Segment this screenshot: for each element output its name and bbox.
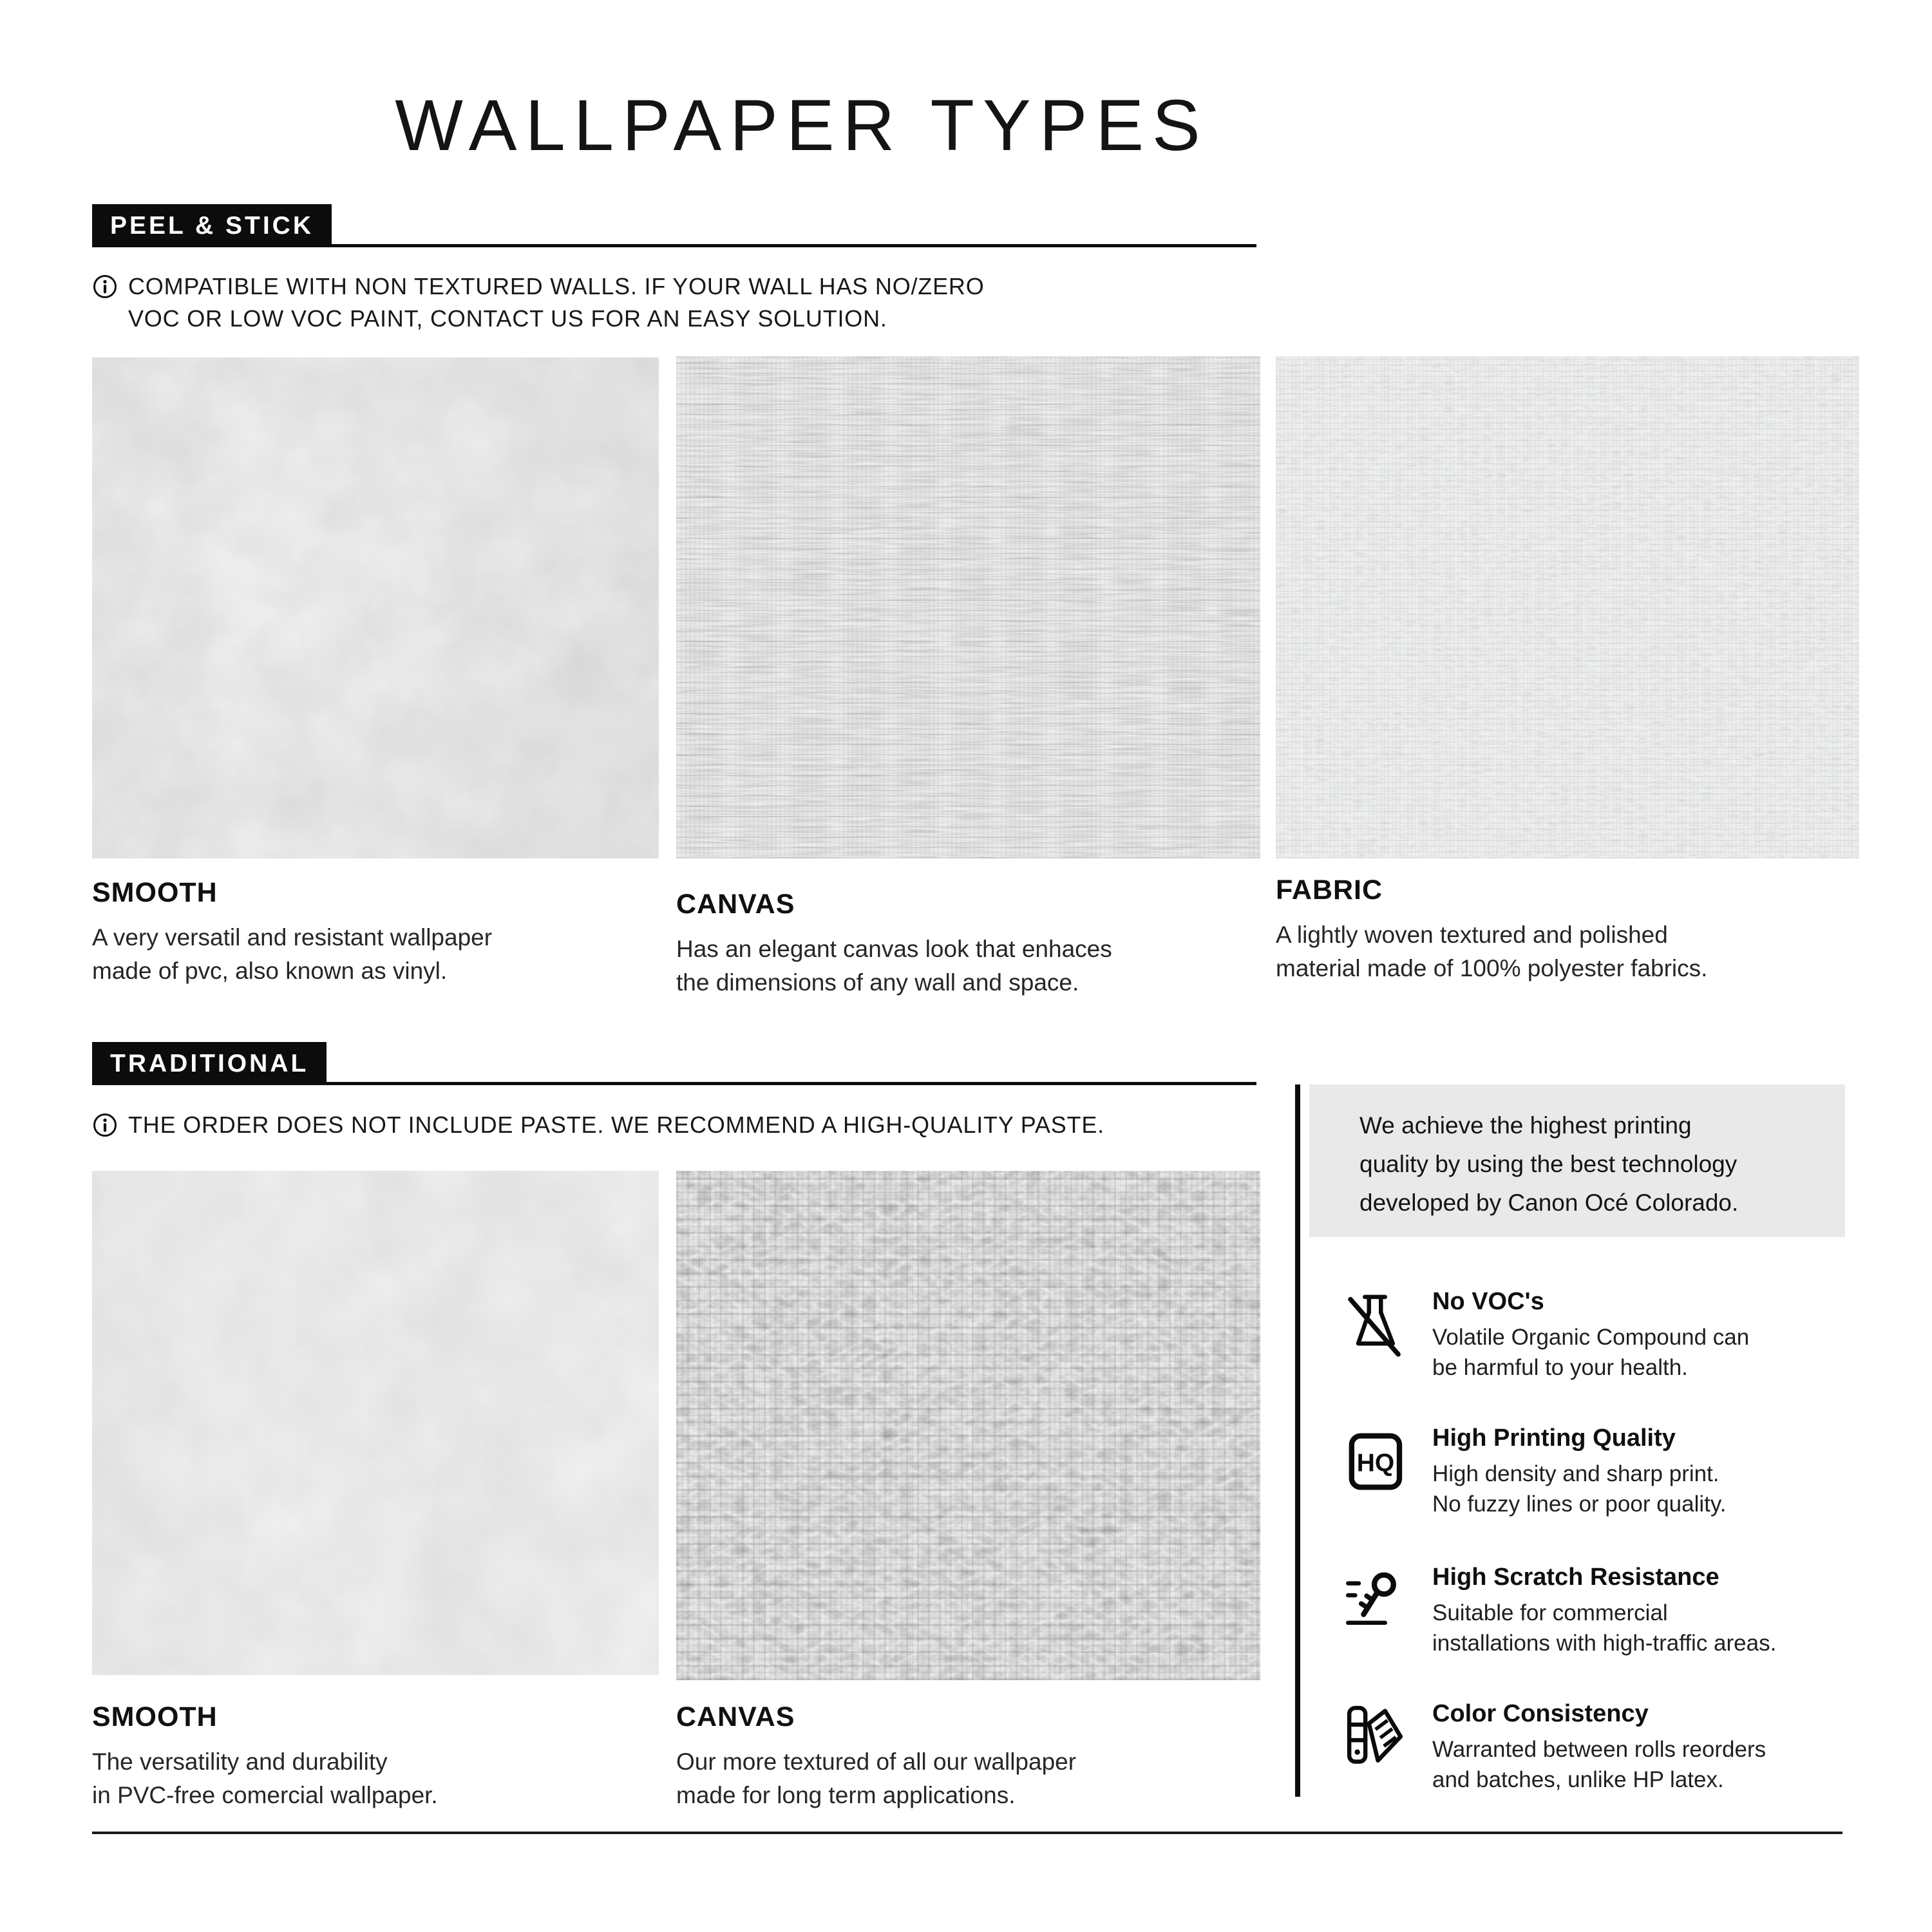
- footer-rule: [92, 1832, 1842, 1834]
- feature-text: [1432, 1564, 1776, 1658]
- desc-line: be harmful to your health.: [1432, 1355, 1688, 1380]
- desc-line: Has an elegant canvas look that enhaces: [676, 936, 1112, 962]
- card-desc-fabric-peelstick: [1276, 918, 1707, 985]
- feature-text: [1432, 1288, 1749, 1383]
- info-line: THE ORDER DOES NOT INCLUDE PASTE. WE RECOMMEND A HIGH-QUALITY PASTE.: [128, 1112, 1104, 1138]
- info-line: VOC OR LOW VOC PAINT, CONTACT US FOR AN EASY SOLUTION.: [128, 305, 887, 332]
- desc-line: Warranted between rolls reorders: [1432, 1737, 1766, 1762]
- desc-line: installations with high-traffic areas.: [1432, 1631, 1777, 1656]
- feature-desc: [1432, 1322, 1749, 1383]
- peel-stick-info-text: [128, 270, 985, 335]
- desc-line: the dimensions of any wall and space.: [676, 969, 1079, 996]
- feature-color-consistency: [1342, 1700, 1766, 1795]
- desc-line: A very versatil and resistant wallpaper: [92, 924, 493, 951]
- card-desc-canvas-traditional: [676, 1745, 1076, 1812]
- noise-texture: [1276, 356, 1859, 858]
- desc-line: and batches, unlike HP latex.: [1432, 1767, 1724, 1792]
- quality-note-panel: [1309, 1084, 1845, 1237]
- scratch-key-icon: [1342, 1564, 1408, 1641]
- noise-texture: [92, 1171, 659, 1675]
- card-desc-canvas-peelstick: [676, 933, 1112, 999]
- quality-note-text: [1359, 1106, 1738, 1222]
- feature-title: High Printing Quality: [1432, 1425, 1676, 1452]
- feature-text: [1432, 1425, 1727, 1519]
- card-title-fabric-peelstick: FABRIC: [1276, 875, 1383, 905]
- peel-stick-info-note: [92, 270, 985, 335]
- noise-texture: [676, 1171, 1260, 1680]
- info-line: COMPATIBLE WITH NON TEXTURED WALLS. IF YOUR WALL HAS NO/ZERO: [128, 273, 985, 299]
- quality-line: developed by Canon Océ Colorado.: [1359, 1189, 1739, 1216]
- feature-high-printing-quality: [1342, 1425, 1727, 1519]
- card-title-smooth-traditional: SMOOTH: [92, 1701, 218, 1732]
- card-title-canvas-traditional: CANVAS: [676, 1701, 795, 1732]
- feature-title: Color Consistency: [1432, 1700, 1649, 1727]
- texture-swatch-fabric-peelstick: [1276, 356, 1859, 858]
- desc-line: material made of 100% polyester fabrics.: [1276, 955, 1708, 981]
- hq-badge-text: HQ: [1356, 1449, 1395, 1477]
- info-circle-icon: [92, 274, 118, 299]
- desc-line: High density and sharp print.: [1432, 1461, 1719, 1486]
- desc-line: Suitable for commercial: [1432, 1600, 1668, 1625]
- feature-desc: [1432, 1734, 1766, 1795]
- feature-desc: [1432, 1459, 1727, 1519]
- card-title-canvas-peelstick: CANVAS: [676, 889, 795, 920]
- quality-line: We achieve the highest printing: [1359, 1112, 1692, 1139]
- texture-swatch-smooth-peelstick: [92, 357, 659, 858]
- feature-text: [1432, 1700, 1766, 1795]
- desc-line: No fuzzy lines or poor quality.: [1432, 1492, 1727, 1517]
- no-voc-flask-icon: [1342, 1288, 1408, 1365]
- desc-line: made for long term applications.: [676, 1782, 1016, 1808]
- noise-texture: [676, 356, 1260, 858]
- feature-desc: [1432, 1598, 1776, 1658]
- page-title: WALLPAPER TYPES: [395, 85, 1209, 166]
- peel-stick-section-label: PEEL & STICK: [92, 204, 332, 247]
- feature-title: No VOC's: [1432, 1288, 1544, 1315]
- card-desc-smooth-traditional: [92, 1745, 438, 1812]
- right-column-divider: [1295, 1084, 1300, 1797]
- desc-line: Our more textured of all our wallpaper: [676, 1748, 1077, 1775]
- color-swatchbook-icon: [1342, 1700, 1408, 1777]
- hq-badge-icon: [1342, 1425, 1408, 1502]
- traditional-section-label: TRADITIONAL: [92, 1042, 327, 1085]
- desc-line: in PVC-free comercial wallpaper.: [92, 1782, 438, 1808]
- desc-line: A lightly woven textured and polished: [1276, 922, 1668, 948]
- desc-line: made of pvc, also known as vinyl.: [92, 958, 448, 984]
- feature-high-scratch-resistance: [1342, 1564, 1776, 1658]
- noise-texture: [92, 357, 659, 858]
- desc-line: The versatility and durability: [92, 1748, 388, 1775]
- card-title-smooth-peelstick: SMOOTH: [92, 877, 218, 908]
- texture-swatch-smooth-traditional: [92, 1171, 659, 1675]
- traditional-info-text: [128, 1109, 1104, 1141]
- texture-swatch-canvas-peelstick: [676, 356, 1260, 858]
- quality-line: quality by using the best technology: [1359, 1151, 1738, 1177]
- feature-no-vocs: [1342, 1288, 1749, 1383]
- info-circle-icon: [92, 1112, 118, 1138]
- feature-title: High Scratch Resistance: [1432, 1564, 1719, 1591]
- card-desc-smooth-peelstick: [92, 921, 492, 988]
- traditional-info-note: [92, 1109, 1104, 1141]
- desc-line: Volatile Organic Compound can: [1432, 1325, 1750, 1350]
- texture-swatch-canvas-traditional: [676, 1171, 1260, 1680]
